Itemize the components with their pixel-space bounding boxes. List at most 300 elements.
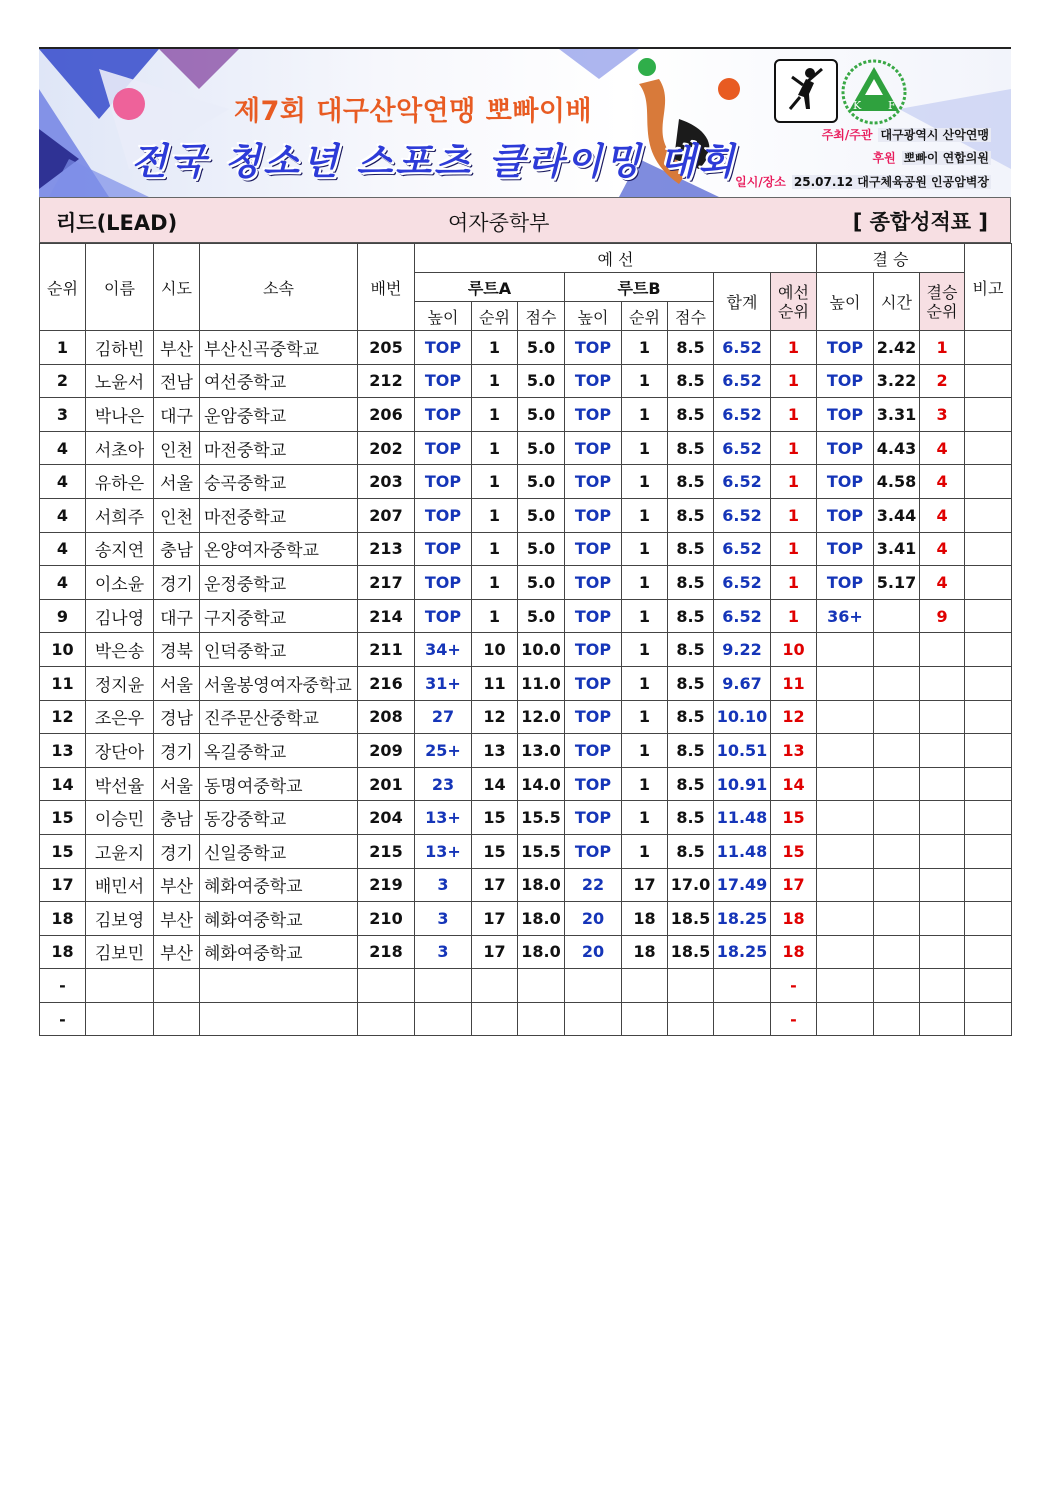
cell-name: 노윤서 xyxy=(86,364,154,398)
cell-name: 송지연 xyxy=(86,532,154,566)
table-row xyxy=(40,1002,1012,1036)
cell-f-t: 4.43 xyxy=(874,431,920,465)
cell-f-rank xyxy=(920,868,965,902)
cell-note xyxy=(965,532,1012,566)
cell-b-p: 1 xyxy=(622,431,668,465)
table-row xyxy=(40,398,1012,432)
cell-a-h xyxy=(415,1002,472,1036)
cell-b-h: TOP xyxy=(565,734,622,768)
cell-b-p: 1 xyxy=(622,498,668,532)
cell-b-p xyxy=(622,969,668,1003)
cell-total: 6.52 xyxy=(714,364,771,398)
cell-f-t xyxy=(874,969,920,1003)
kf-federation-logo-icon xyxy=(839,59,909,125)
cell-bib: 219 xyxy=(358,868,415,902)
cell-pre-rank: 14 xyxy=(771,767,817,801)
cell-note xyxy=(965,599,1012,633)
cell-f-rank xyxy=(920,633,965,667)
cell-pre-rank: 1 xyxy=(771,532,817,566)
cell-name: 김나영 xyxy=(86,599,154,633)
cell-b-h: TOP xyxy=(565,331,622,365)
cell-f-rank xyxy=(920,902,965,936)
cell-bib: 218 xyxy=(358,935,415,969)
cell-rank: 15 xyxy=(40,801,86,835)
cell-a-h: TOP xyxy=(415,331,472,365)
cell-total: 6.52 xyxy=(714,431,771,465)
cell-note xyxy=(965,868,1012,902)
cell-b-p: 1 xyxy=(622,532,668,566)
cell-b-p: 1 xyxy=(622,364,668,398)
cell-b-h: TOP xyxy=(565,633,622,667)
cell-a-p: 1 xyxy=(472,532,518,566)
cell-rank: 4 xyxy=(40,465,86,499)
cell-b-s: 8.5 xyxy=(668,801,714,835)
cell-f-rank xyxy=(920,1002,965,1036)
banner-title: 제7회 대구산악연맹 뽀빠이배 xyxy=(234,96,593,127)
cell-f-rank xyxy=(920,969,965,1003)
cell-pre-rank: 1 xyxy=(771,331,817,365)
cell-pre-rank: 15 xyxy=(771,834,817,868)
cell-region: 충남 xyxy=(154,532,200,566)
header-route-b-place: 순위 xyxy=(622,302,668,331)
cell-a-p: 17 xyxy=(472,902,518,936)
cell-a-s: 13.0 xyxy=(518,734,565,768)
event-banner xyxy=(39,49,1011,198)
cell-f-t xyxy=(874,801,920,835)
cell-school: 서울봉영여자중학교 xyxy=(200,666,358,700)
cell-pre-rank: 10 xyxy=(771,633,817,667)
cell-a-s: 5.0 xyxy=(518,465,565,499)
cell-f-rank xyxy=(920,666,965,700)
host-info xyxy=(822,126,991,143)
cell-pre-rank: 15 xyxy=(771,801,817,835)
cell-a-h: TOP xyxy=(415,599,472,633)
cell-region: 인천 xyxy=(154,498,200,532)
cell-f-rank: 4 xyxy=(920,431,965,465)
cell-a-h: 3 xyxy=(415,902,472,936)
cell-a-s: 15.5 xyxy=(518,834,565,868)
results-table xyxy=(39,243,1012,1036)
cell-bib: 207 xyxy=(358,498,415,532)
cell-a-h: TOP xyxy=(415,532,472,566)
cell-note xyxy=(965,566,1012,600)
cell-f-h: TOP xyxy=(817,532,874,566)
cell-b-h xyxy=(565,1002,622,1036)
cell-a-s: 14.0 xyxy=(518,767,565,801)
header-route-b-score: 점수 xyxy=(668,302,714,331)
cell-total: 10.91 xyxy=(714,767,771,801)
cell-note xyxy=(965,431,1012,465)
cell-total: 10.10 xyxy=(714,700,771,734)
cell-name: 장단아 xyxy=(86,734,154,768)
cell-pre-rank: 18 xyxy=(771,902,817,936)
cell-note xyxy=(965,902,1012,936)
host-label: 주최/주관 xyxy=(821,128,873,142)
cell-bib: 206 xyxy=(358,398,415,432)
cell-name: 김보영 xyxy=(86,902,154,936)
cell-note xyxy=(965,767,1012,801)
cell-b-h: TOP xyxy=(565,566,622,600)
cell-school xyxy=(200,969,358,1003)
cell-name: 조은우 xyxy=(86,700,154,734)
cell-bib: 213 xyxy=(358,532,415,566)
cell-rank: 4 xyxy=(40,566,86,600)
date-venue-info xyxy=(735,173,991,190)
cell-region: 경기 xyxy=(154,834,200,868)
cell-b-p xyxy=(622,1002,668,1036)
header-final-rank: 결승순위 xyxy=(920,273,965,331)
cell-bib xyxy=(358,969,415,1003)
cell-bib: 216 xyxy=(358,666,415,700)
cell-a-s: 5.0 xyxy=(518,398,565,432)
cell-f-t xyxy=(874,935,920,969)
cell-f-rank: 1 xyxy=(920,331,965,365)
cell-school: 인덕중학교 xyxy=(200,633,358,667)
table-row xyxy=(40,969,1012,1003)
cell-region: 경남 xyxy=(154,700,200,734)
cell-rank: 9 xyxy=(40,599,86,633)
cell-b-h: TOP xyxy=(565,465,622,499)
cell-rank: 1 xyxy=(40,331,86,365)
cell-b-h: TOP xyxy=(565,532,622,566)
cell-b-h: TOP xyxy=(565,700,622,734)
cell-name: 서초아 xyxy=(86,431,154,465)
cell-pre-rank: 18 xyxy=(771,935,817,969)
cell-f-h: TOP xyxy=(817,465,874,499)
cell-f-h: TOP xyxy=(817,331,874,365)
cell-name xyxy=(86,1002,154,1036)
cell-b-s: 8.5 xyxy=(668,566,714,600)
cell-name: 박선율 xyxy=(86,767,154,801)
cell-a-s: 5.0 xyxy=(518,364,565,398)
cell-bib: 202 xyxy=(358,431,415,465)
report-title: [ 종합성적표 ] xyxy=(852,210,988,234)
cell-a-p: 1 xyxy=(472,331,518,365)
cell-rank: 4 xyxy=(40,532,86,566)
cell-f-t xyxy=(874,700,920,734)
cell-total: 6.52 xyxy=(714,498,771,532)
cell-f-rank: 2 xyxy=(920,364,965,398)
header-route-b: 루트B xyxy=(565,273,714,302)
cell-bib: 217 xyxy=(358,566,415,600)
cell-total: 9.22 xyxy=(714,633,771,667)
cell-a-p xyxy=(472,969,518,1003)
header-route-a-height: 높이 xyxy=(415,302,472,331)
cell-school: 여선중학교 xyxy=(200,364,358,398)
cell-b-p: 1 xyxy=(622,398,668,432)
cell-a-p: 13 xyxy=(472,734,518,768)
cell-b-p: 1 xyxy=(622,734,668,768)
cell-b-s: 8.5 xyxy=(668,364,714,398)
table-row xyxy=(40,935,1012,969)
cell-a-s: 5.0 xyxy=(518,599,565,633)
cell-a-h: 25+ xyxy=(415,734,472,768)
cell-a-h: 13+ xyxy=(415,801,472,835)
cell-pre-rank: - xyxy=(771,969,817,1003)
cell-f-t xyxy=(874,902,920,936)
cell-b-h: TOP xyxy=(565,801,622,835)
cell-total xyxy=(714,1002,771,1036)
cell-b-p: 18 xyxy=(622,902,668,936)
cell-total: 6.52 xyxy=(714,599,771,633)
table-row xyxy=(40,902,1012,936)
cell-school: 운정중학교 xyxy=(200,566,358,600)
cell-f-h xyxy=(817,902,874,936)
cell-note xyxy=(965,498,1012,532)
table-row xyxy=(40,734,1012,768)
cell-region: 전남 xyxy=(154,364,200,398)
cell-note xyxy=(965,666,1012,700)
cell-f-rank: 4 xyxy=(920,498,965,532)
cell-f-h: 36+ xyxy=(817,599,874,633)
cell-b-h: TOP xyxy=(565,834,622,868)
cell-a-h: TOP xyxy=(415,431,472,465)
cell-note xyxy=(965,364,1012,398)
cell-name: 배민서 xyxy=(86,868,154,902)
cell-school: 숭곡중학교 xyxy=(200,465,358,499)
cell-f-t xyxy=(874,666,920,700)
sponsor-info xyxy=(872,149,991,166)
header-final-height: 높이 xyxy=(817,273,874,331)
cell-a-s: 11.0 xyxy=(518,666,565,700)
cell-school: 혜화여중학교 xyxy=(200,868,358,902)
cell-total: 6.52 xyxy=(714,532,771,566)
cell-school: 동명여중학교 xyxy=(200,767,358,801)
cell-b-h: TOP xyxy=(565,767,622,801)
cell-bib: 204 xyxy=(358,801,415,835)
cell-pre-rank: 12 xyxy=(771,700,817,734)
cell-note xyxy=(965,465,1012,499)
cell-bib: 209 xyxy=(358,734,415,768)
cell-a-p: 17 xyxy=(472,868,518,902)
cell-rank: 4 xyxy=(40,498,86,532)
cell-note xyxy=(965,734,1012,768)
cell-f-rank: 4 xyxy=(920,566,965,600)
cell-b-s: 8.5 xyxy=(668,498,714,532)
header-route-a-place: 순위 xyxy=(472,302,518,331)
cell-note xyxy=(965,834,1012,868)
cell-rank: 13 xyxy=(40,734,86,768)
sponsor-label: 후원 xyxy=(872,151,896,165)
cell-region: 부산 xyxy=(154,935,200,969)
svg-text:F: F xyxy=(888,99,896,112)
cell-bib: 214 xyxy=(358,599,415,633)
cell-b-p: 1 xyxy=(622,599,668,633)
cell-region: 인천 xyxy=(154,431,200,465)
cell-note xyxy=(965,801,1012,835)
cell-a-h: TOP xyxy=(415,398,472,432)
cell-f-h xyxy=(817,767,874,801)
cell-total: 6.52 xyxy=(714,465,771,499)
cell-region: 서울 xyxy=(154,465,200,499)
cell-b-s: 8.5 xyxy=(668,734,714,768)
cell-a-p: 10 xyxy=(472,633,518,667)
cell-b-s: 8.5 xyxy=(668,633,714,667)
header-route-a-score: 점수 xyxy=(518,302,565,331)
header-rank: 순위 xyxy=(40,244,86,331)
cell-a-s xyxy=(518,969,565,1003)
cell-a-p xyxy=(472,1002,518,1036)
cell-f-t: 3.44 xyxy=(874,498,920,532)
cell-school: 혜화여중학교 xyxy=(200,902,358,936)
cell-region: 경기 xyxy=(154,566,200,600)
cell-region: 서울 xyxy=(154,767,200,801)
cell-f-t: 3.22 xyxy=(874,364,920,398)
cell-a-p: 1 xyxy=(472,431,518,465)
cell-f-h xyxy=(817,834,874,868)
cell-total xyxy=(714,969,771,1003)
cell-bib: 203 xyxy=(358,465,415,499)
cell-note xyxy=(965,935,1012,969)
cell-b-h: TOP xyxy=(565,498,622,532)
discipline-title: 리드(LEAD) xyxy=(56,211,178,235)
cell-f-h xyxy=(817,868,874,902)
category-title: 여자중학부 xyxy=(448,211,550,235)
cell-name: 서희주 xyxy=(86,498,154,532)
cell-school: 진주문산중학교 xyxy=(200,700,358,734)
cell-b-p: 1 xyxy=(622,767,668,801)
cell-total: 18.25 xyxy=(714,902,771,936)
cell-b-p: 1 xyxy=(622,331,668,365)
cell-f-h xyxy=(817,801,874,835)
cell-school: 온양여자중학교 xyxy=(200,532,358,566)
header-name: 이름 xyxy=(86,244,154,331)
cell-school: 마전중학교 xyxy=(200,431,358,465)
cell-b-h: TOP xyxy=(565,398,622,432)
cell-region: 부산 xyxy=(154,902,200,936)
cell-note xyxy=(965,331,1012,365)
table-row xyxy=(40,633,1012,667)
cell-bib: 215 xyxy=(358,834,415,868)
table-row xyxy=(40,801,1012,835)
cell-region: 부산 xyxy=(154,868,200,902)
cell-b-s: 8.5 xyxy=(668,767,714,801)
header-school: 소속 xyxy=(200,244,358,331)
cell-a-s: 5.0 xyxy=(518,532,565,566)
table-row xyxy=(40,834,1012,868)
cell-total: 17.49 xyxy=(714,868,771,902)
cell-bib: 210 xyxy=(358,902,415,936)
banner-subtitle: 전국 청소년 스포츠 클라이밍 대회 xyxy=(131,140,737,183)
cell-b-s: 8.5 xyxy=(668,834,714,868)
cell-region xyxy=(154,969,200,1003)
cell-region: 충남 xyxy=(154,801,200,835)
cell-f-rank: 4 xyxy=(920,532,965,566)
cell-pre-rank: 17 xyxy=(771,868,817,902)
cell-rank: 17 xyxy=(40,868,86,902)
cell-note xyxy=(965,633,1012,667)
cell-a-s: 5.0 xyxy=(518,498,565,532)
cell-f-t xyxy=(874,633,920,667)
cell-f-t xyxy=(874,767,920,801)
cell-f-h: TOP xyxy=(817,364,874,398)
header-final: 결 승 xyxy=(817,244,965,273)
cell-b-h: TOP xyxy=(565,599,622,633)
table-row xyxy=(40,532,1012,566)
table-row xyxy=(40,498,1012,532)
cell-b-p: 18 xyxy=(622,935,668,969)
cell-name: 정지윤 xyxy=(86,666,154,700)
cell-b-p: 1 xyxy=(622,666,668,700)
cell-f-h xyxy=(817,734,874,768)
cell-bib: 205 xyxy=(358,331,415,365)
cell-region: 경기 xyxy=(154,734,200,768)
svg-text:K: K xyxy=(853,99,862,112)
cell-a-h: 13+ xyxy=(415,834,472,868)
cell-f-rank: 9 xyxy=(920,599,965,633)
cell-rank: 4 xyxy=(40,431,86,465)
cell-rank: 11 xyxy=(40,666,86,700)
cell-a-s xyxy=(518,1002,565,1036)
table-row xyxy=(40,599,1012,633)
cell-total: 9.67 xyxy=(714,666,771,700)
cell-name: 이소윤 xyxy=(86,566,154,600)
cell-a-p: 1 xyxy=(472,498,518,532)
cell-b-h: 20 xyxy=(565,902,622,936)
cell-f-h: TOP xyxy=(817,398,874,432)
cell-f-t: 3.31 xyxy=(874,398,920,432)
cell-f-h: TOP xyxy=(817,498,874,532)
cell-name: 고윤지 xyxy=(86,834,154,868)
cell-f-t: 4.58 xyxy=(874,465,920,499)
cell-a-p: 14 xyxy=(472,767,518,801)
header-route-a: 루트A xyxy=(415,273,565,302)
cell-b-s: 8.5 xyxy=(668,398,714,432)
cell-school: 마전중학교 xyxy=(200,498,358,532)
cell-total: 10.51 xyxy=(714,734,771,768)
cell-b-s: 8.5 xyxy=(668,331,714,365)
cell-a-h: TOP xyxy=(415,465,472,499)
cell-school: 신일중학교 xyxy=(200,834,358,868)
cell-name: 박나은 xyxy=(86,398,154,432)
cell-school: 동강중학교 xyxy=(200,801,358,835)
cell-rank: 15 xyxy=(40,834,86,868)
cell-f-h xyxy=(817,666,874,700)
cell-a-h: TOP xyxy=(415,498,472,532)
cell-a-p: 1 xyxy=(472,599,518,633)
table-body xyxy=(40,331,1012,1036)
cell-f-rank xyxy=(920,935,965,969)
cell-pre-rank: 11 xyxy=(771,666,817,700)
cell-pre-rank: 1 xyxy=(771,398,817,432)
cell-region xyxy=(154,1002,200,1036)
cell-pre-rank: 1 xyxy=(771,498,817,532)
table-row xyxy=(40,767,1012,801)
cell-bib: 201 xyxy=(358,767,415,801)
cell-total: 11.48 xyxy=(714,801,771,835)
cell-a-s: 18.0 xyxy=(518,902,565,936)
cell-name: 박은송 xyxy=(86,633,154,667)
cell-f-h: TOP xyxy=(817,566,874,600)
cell-school: 옥길중학교 xyxy=(200,734,358,768)
cell-rank: - xyxy=(40,1002,86,1036)
cell-f-rank xyxy=(920,700,965,734)
cell-b-p: 17 xyxy=(622,868,668,902)
cell-a-h: 3 xyxy=(415,868,472,902)
cell-f-t xyxy=(874,734,920,768)
cell-b-h: TOP xyxy=(565,666,622,700)
cell-b-s xyxy=(668,969,714,1003)
table-row xyxy=(40,431,1012,465)
cell-b-s: 8.5 xyxy=(668,700,714,734)
cell-rank: 14 xyxy=(40,767,86,801)
cell-a-s: 15.5 xyxy=(518,801,565,835)
cell-a-p: 15 xyxy=(472,834,518,868)
cell-a-p: 1 xyxy=(472,398,518,432)
cell-pre-rank: 1 xyxy=(771,566,817,600)
cell-b-h: 20 xyxy=(565,935,622,969)
cell-a-h xyxy=(415,969,472,1003)
